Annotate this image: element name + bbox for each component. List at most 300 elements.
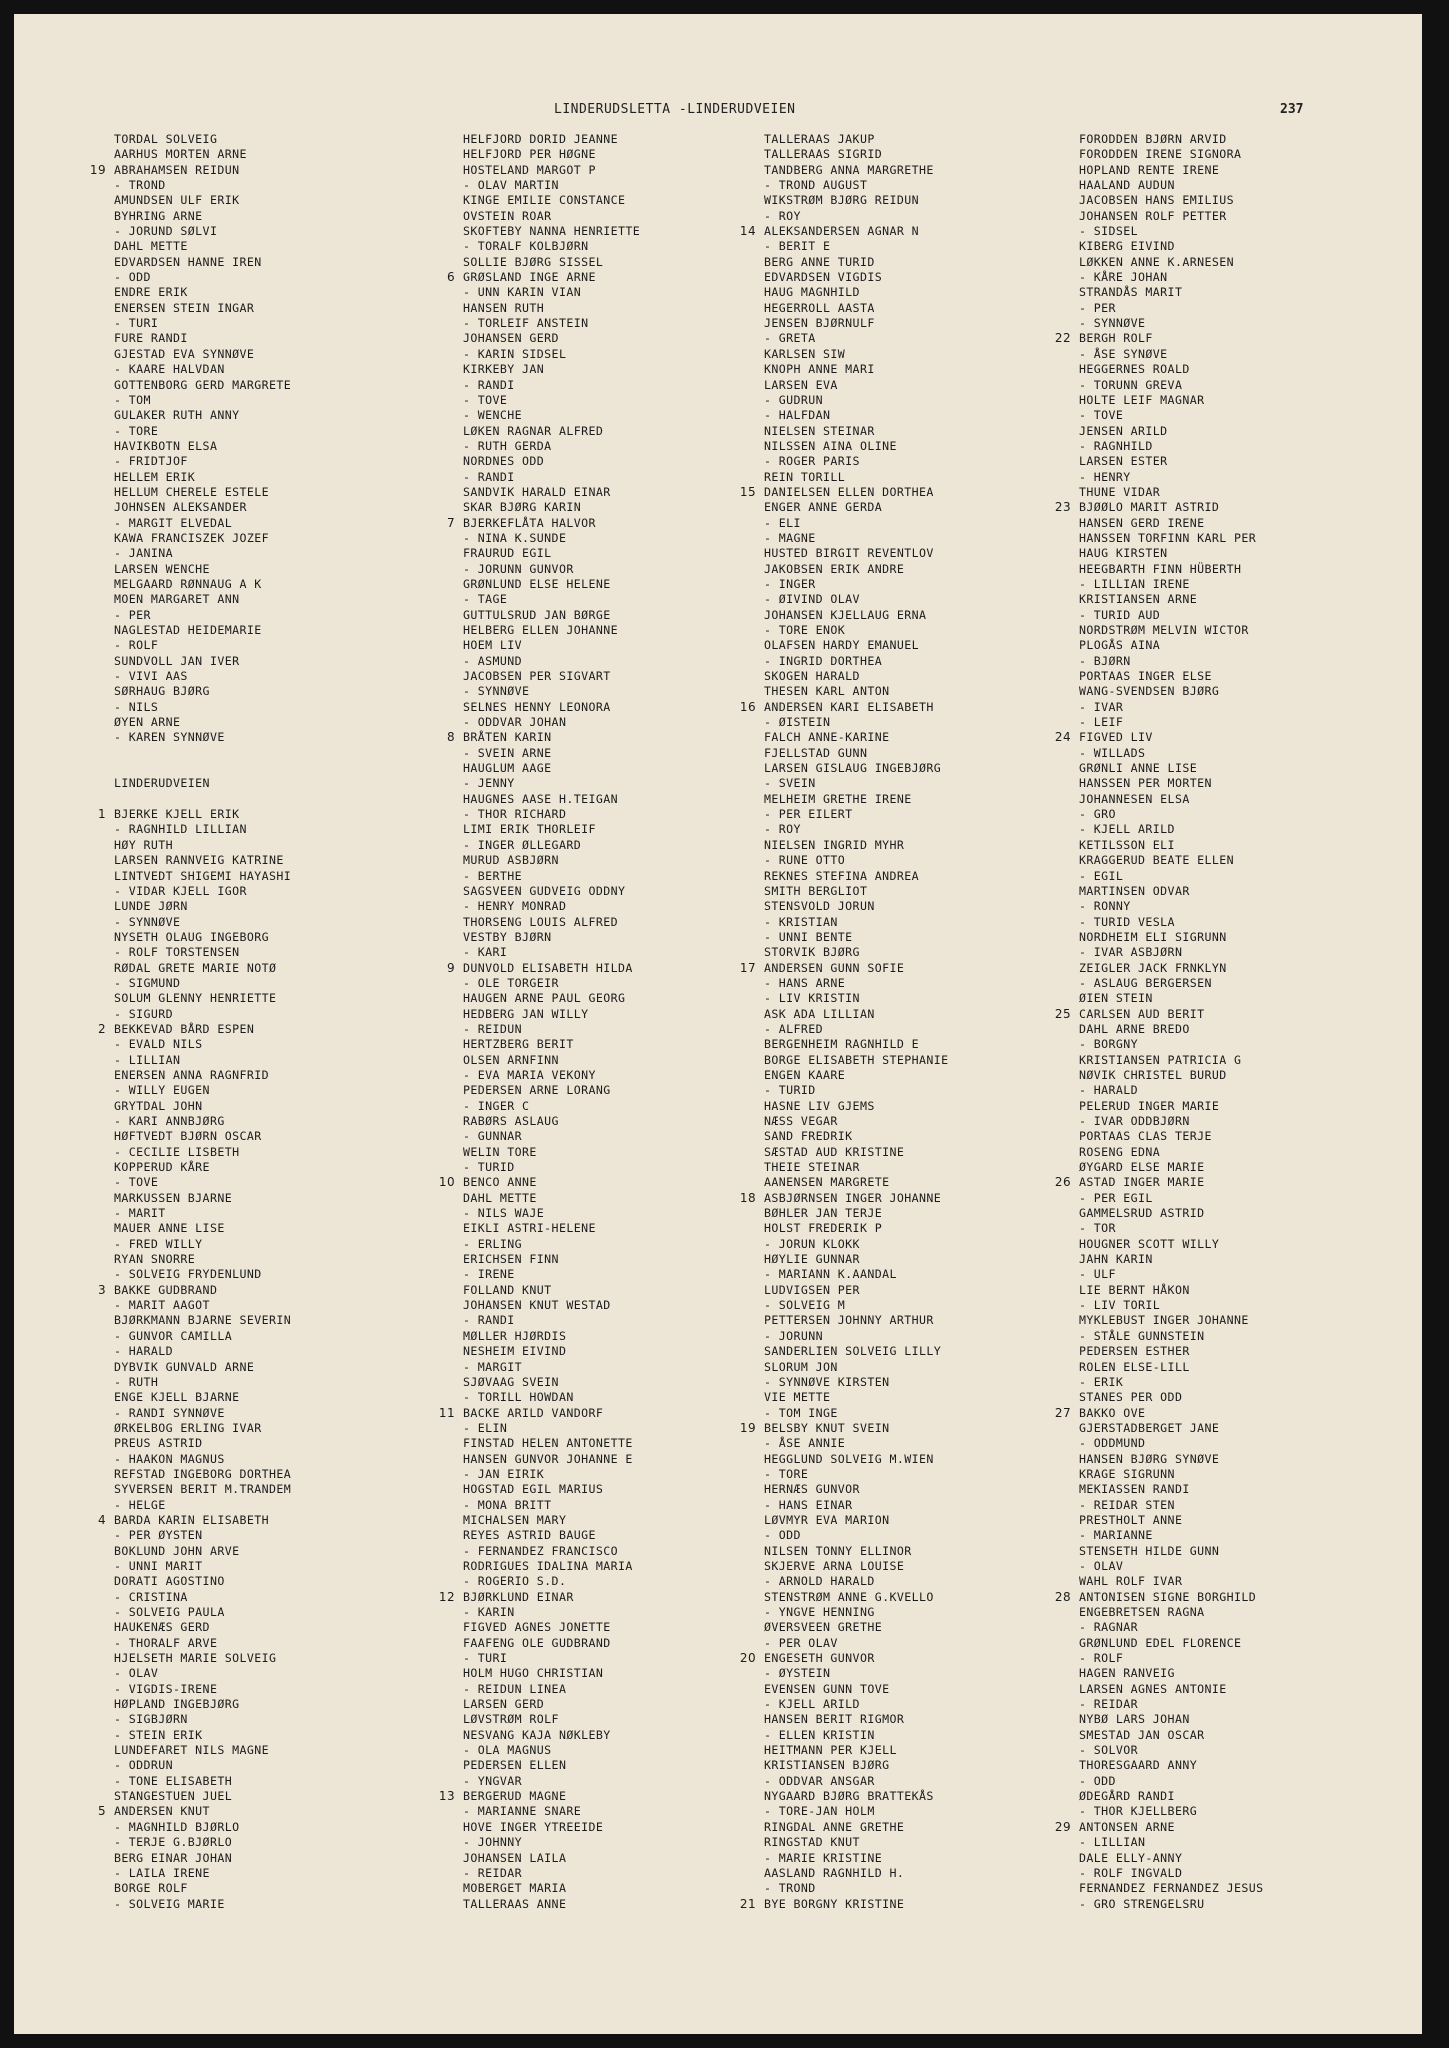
house-number: 23 (1054, 500, 1071, 515)
resident-name: EDVARDSEN HANNE IREN (114, 254, 262, 269)
directory-line (764, 470, 1064, 485)
resident-name: LARSEN GISLAUG INGEBJØRG (764, 761, 942, 776)
resident-name: ANTONISEN SIGNE BORGHILD (1079, 1589, 1257, 1604)
directory-line (764, 239, 1064, 254)
resident-name: - REIDUN LINEA (463, 1681, 567, 1696)
house-number: 1 (97, 807, 106, 822)
resident-name: - ROY (764, 208, 801, 223)
resident-name: ENGEN KAARE (764, 1067, 846, 1082)
directory-line (764, 393, 1064, 408)
directory-line (764, 1175, 1064, 1190)
resident-name: LIE BERNT HÅKON (1079, 1282, 1190, 1297)
directory-line (1079, 408, 1379, 423)
directory-line (1079, 1267, 1379, 1282)
directory-line (463, 592, 763, 607)
directory-line (463, 1160, 763, 1175)
resident-name: - SYNNØVE KIRSTEN (764, 1374, 890, 1389)
resident-name: FIGVED LIV (1079, 730, 1153, 745)
resident-name: BJØRKMANN BJARNE SEVERIN (114, 1313, 292, 1328)
directory-line (1079, 193, 1379, 208)
directory-line (764, 1728, 1064, 1743)
resident-name: - TORALF KOLBJØRN (463, 239, 589, 254)
house-number: 18 (739, 1190, 756, 1205)
resident-name: HANSSEN TORFINN KARL PER (1079, 530, 1257, 545)
directory-line (114, 577, 414, 592)
directory-line (764, 623, 1064, 638)
resident-name: NYSETH OLAUG INGEBORG (114, 929, 269, 944)
directory-line (114, 1175, 414, 1190)
resident-name: LARSEN WENCHE (114, 561, 210, 576)
directory-line (764, 1344, 1064, 1359)
directory-line (1054, 1589, 1379, 1605)
resident-name: GRYTDAL JOHN (114, 1098, 203, 1113)
directory-line (1079, 1129, 1379, 1144)
directory-line (1079, 1774, 1379, 1789)
resident-name: BELSBY KNUT SVEIN (764, 1420, 890, 1435)
resident-name: HAUGLUM AAGE (463, 761, 552, 776)
resident-name: - INGER C (463, 1098, 530, 1113)
resident-name: HELFJORD PER HØGNE (463, 147, 596, 162)
resident-name: HELLEM ERIK (114, 469, 196, 484)
directory-line (463, 224, 763, 239)
directory-line (463, 255, 763, 270)
resident-name: - TROND (114, 178, 166, 193)
resident-name: LUNDE JØRN (114, 899, 188, 914)
directory-line (463, 239, 763, 254)
resident-name: DUNVOLD ELISABETH HILDA (463, 960, 633, 975)
directory-line (1079, 577, 1379, 592)
resident-name: HØFTVEDT BJØRN OSCAR (114, 1129, 262, 1144)
directory-line (114, 347, 414, 362)
directory-line (1079, 163, 1379, 178)
resident-name: - ODD (114, 270, 151, 285)
directory-line (764, 1513, 1064, 1528)
resident-name: ENERSEN ANNA RAGNFRID (114, 1067, 269, 1082)
directory-line (463, 1283, 763, 1298)
resident-name: VESTBY BJØRN (463, 929, 552, 944)
directory-line (1079, 1053, 1379, 1068)
directory-line (114, 454, 414, 469)
resident-name: FALCH ANNE-KARINE (764, 730, 890, 745)
directory-line (764, 546, 1064, 561)
resident-name: JENSEN ARILD (1079, 423, 1168, 438)
resident-name: LØKKEN ANNE K.ARNESEN (1079, 254, 1234, 269)
resident-name: - INGRID DORTHEA (764, 653, 883, 668)
resident-name: WIKSTRØM BJØRG REIDUN (764, 193, 919, 208)
resident-name: ANTONSEN ARNE (1079, 1819, 1175, 1834)
resident-name: RØDAL GRETE MARIE NOTØ (114, 960, 277, 975)
resident-name: MARKUSSEN BJARNE (114, 1190, 233, 1205)
directory-line (764, 331, 1064, 346)
resident-name: NORDNES ODD (463, 454, 545, 469)
resident-name: - ODDVAR ANSGAR (764, 1773, 875, 1788)
directory-line (114, 1129, 414, 1144)
directory-line (463, 1007, 763, 1022)
resident-name: - ELLEN KRISTIN (764, 1727, 875, 1742)
resident-name: KRISTIANSEN ARNE (1079, 592, 1198, 607)
resident-name: - VIVI AAS (114, 669, 188, 684)
directory-line (463, 1758, 763, 1773)
resident-name: - TERJE G.BJØRLO (114, 1835, 233, 1850)
directory-line (114, 1083, 414, 1098)
directory-line (114, 546, 414, 561)
resident-name: - ARNOLD HARALD (764, 1574, 875, 1589)
directory-line (463, 454, 763, 469)
directory-line (1079, 930, 1379, 945)
directory-line (1079, 454, 1379, 469)
directory-line (446, 730, 763, 745)
resident-name: MYKLEBUST INGER JOHANNE (1079, 1313, 1249, 1328)
directory-line (463, 331, 763, 346)
directory-line (114, 608, 414, 623)
resident-name: GRØNLI ANNE LISE (1079, 761, 1198, 776)
directory-line (1079, 1636, 1379, 1651)
directory-line (1079, 1697, 1379, 1712)
resident-name: GRØNLUND EDEL FLORENCE (1079, 1635, 1242, 1650)
directory-line (764, 1221, 1064, 1236)
directory-line (1079, 362, 1379, 377)
directory-line (764, 1022, 1064, 1037)
resident-name: SYVERSEN BERIT M.TRANDEM (114, 1482, 292, 1497)
directory-line (114, 700, 414, 715)
directory-line (463, 1329, 763, 1344)
directory-line (463, 147, 763, 162)
resident-name: - NILS WAJE (463, 1206, 545, 1221)
resident-name: JOHANSEN GERD (463, 331, 559, 346)
resident-name: MELHEIM GRETHE IRENE (764, 791, 912, 806)
directory-line (463, 915, 763, 930)
directory-line (1079, 1758, 1379, 1773)
resident-name: REYES ASTRID BAUGE (463, 1528, 596, 1543)
directory-line (764, 945, 1064, 960)
resident-name: HOVE INGER YTREEIDE (463, 1819, 604, 1834)
resident-name: FAAFENG OLE GUDBRAND (463, 1635, 611, 1650)
resident-name: - OLAV (1079, 1558, 1124, 1573)
directory-line (1079, 715, 1379, 730)
column-2 (438, 132, 763, 1912)
directory-line (1079, 1513, 1379, 1528)
directory-line (1079, 301, 1379, 316)
resident-name: - SOLVEIG PAULA (114, 1605, 225, 1619)
directory-line (114, 1682, 414, 1697)
resident-name: - TURID (463, 1160, 515, 1175)
directory-line (463, 193, 763, 208)
directory-line (1079, 1221, 1379, 1236)
resident-name: BERGENHEIM RAGNHILD E (764, 1037, 919, 1052)
directory-line (764, 255, 1064, 270)
resident-name: AASLAND RAGNHILD H. (764, 1865, 905, 1880)
resident-name: HEGGERNES ROALD (1079, 362, 1190, 377)
directory-line (764, 838, 1064, 853)
resident-name: - TURID AUD (1079, 607, 1161, 622)
directory-line (764, 1099, 1064, 1114)
directory-line (764, 684, 1064, 699)
resident-name: - KÅRE JOHAN (1079, 270, 1168, 285)
directory-line (764, 209, 1064, 224)
resident-name: HOUGNER SCOTT WILLY (1079, 1236, 1220, 1251)
resident-name: - UNNI BENTE (764, 929, 853, 944)
directory-line (764, 301, 1064, 316)
resident-name: - BERTHE (463, 868, 523, 883)
directory-line (764, 1237, 1064, 1252)
resident-name: HAUG KIRSTEN (1079, 546, 1168, 561)
resident-name: HOLM HUGO CHRISTIAN (463, 1666, 604, 1681)
resident-name: ANDERSEN KARI ELISABETH (764, 699, 934, 714)
resident-name: - ROGERIO S.D. (463, 1574, 567, 1589)
directory-line (1079, 516, 1379, 531)
directory-line (463, 884, 763, 899)
resident-name: SAGSVEEN GUDVEIG ODDNY (463, 883, 626, 898)
directory-line (463, 1559, 763, 1574)
resident-name: PETTERSEN JOHNNY ARTHUR (764, 1313, 934, 1328)
resident-name: RODRIGUES IDALINA MARIA (463, 1558, 633, 1573)
resident-name: SELNES HENNY LEONORA (463, 699, 611, 714)
resident-name: - TONE ELISABETH (114, 1773, 233, 1788)
resident-name: - HENRY MONRAD (463, 899, 567, 914)
resident-name: - FERNANDEZ FRANCISCO (463, 1543, 618, 1558)
resident-name: ØRKELBOG ERLING IVAR (114, 1420, 262, 1435)
resident-name: THEIE STEINAR (764, 1160, 860, 1175)
resident-name: PLOGÅS AINA (1079, 638, 1161, 653)
resident-name: FJELLSTAD GUNN (764, 745, 868, 760)
resident-name: - JAN EIRIK (463, 1466, 545, 1481)
directory-line (764, 746, 1064, 761)
column-1 (89, 132, 414, 1912)
directory-line (114, 1237, 414, 1252)
directory-line (114, 1421, 414, 1436)
directory-line (463, 1620, 763, 1635)
resident-name: - TOR (1079, 1221, 1116, 1236)
resident-name: SKJERVE ARNA LOUISE (764, 1558, 905, 1573)
resident-name: - NINA K.SUNDE (463, 530, 567, 545)
directory-line (1079, 1360, 1379, 1375)
directory-line (114, 132, 414, 147)
directory-line (114, 1360, 414, 1375)
resident-name: GJERSTADBERGET JANE (1079, 1420, 1220, 1435)
directory-line (739, 1896, 1064, 1912)
resident-name: HERTZBERG BERIT (463, 1037, 574, 1052)
directory-line (1079, 1712, 1379, 1727)
directory-line (764, 1528, 1064, 1543)
directory-line (764, 669, 1064, 684)
resident-name: TALLERAAS SIGRID (764, 147, 883, 162)
resident-name: KOPPERUD KÅRE (114, 1160, 210, 1175)
directory-line (1079, 285, 1379, 300)
resident-name: ANDERSEN GUNN SOFIE (764, 960, 905, 975)
house-number: 11 (438, 1405, 455, 1420)
directory-line (764, 163, 1064, 178)
resident-name: ENERSEN STEIN INGAR (114, 300, 255, 315)
directory-line (114, 1758, 414, 1773)
resident-name: HAALAND AUDUN (1079, 178, 1175, 193)
directory-line (1079, 1743, 1379, 1758)
directory-line (463, 316, 763, 331)
directory-line (463, 792, 763, 807)
directory-line (114, 239, 414, 254)
directory-line (764, 1866, 1064, 1881)
directory-line (463, 1820, 763, 1835)
resident-name: HAVIKBOTN ELSA (114, 438, 218, 453)
resident-name: - KARIN SIDSEL (463, 346, 567, 361)
directory-line (114, 147, 414, 162)
resident-name: - TOVE (1079, 408, 1124, 423)
resident-name: NESHEIM EIVIND (463, 1344, 567, 1359)
house-number: 4 (97, 1512, 106, 1527)
directory-line (764, 378, 1064, 393)
directory-line (1079, 899, 1379, 914)
resident-name: PEDERSEN ELLEN (463, 1758, 567, 1773)
directory-line (1079, 1528, 1379, 1543)
resident-name: - MARIANN K.AANDAL (764, 1267, 897, 1282)
resident-name: - SOLVEIG MARIE (114, 1896, 225, 1911)
directory-line (463, 470, 763, 485)
directory-line (114, 1866, 414, 1881)
resident-name: - FRIDTJOF (114, 454, 188, 469)
resident-name: HELFJORD DORID JEANNE (463, 132, 618, 146)
resident-name: - GUDRUN (764, 392, 824, 407)
directory-line (114, 1774, 414, 1789)
resident-name: HAUGNES AASE H.TEIGAN (463, 791, 618, 806)
resident-name: JOHANSEN KJELLAUG ERNA (764, 607, 927, 622)
resident-name: - TORE (764, 1466, 809, 1481)
resident-name: - CECILIE LISBETH (114, 1144, 240, 1159)
directory-line (739, 1651, 1064, 1666)
resident-name: PRESTHOLT ANNE (1079, 1512, 1183, 1527)
house-number: 6 (446, 270, 455, 285)
resident-name: STENSVOLD JORUN (764, 899, 875, 914)
resident-name: HOPLAND RENTE IRENE (1079, 162, 1220, 177)
directory-line (1079, 1099, 1379, 1114)
directory-line (1079, 393, 1379, 408)
resident-name: HOLST FREDERIK P (764, 1221, 883, 1236)
resident-name: - ROGER PARIS (764, 454, 860, 469)
resident-name: GULAKER RUTH ANNY (114, 408, 240, 423)
resident-name: - PER EILERT (764, 807, 853, 822)
house-number: 29 (1054, 1819, 1071, 1834)
resident-name: GRØNLUND ELSE HELENE (463, 576, 611, 591)
resident-name: RINGSTAD KNUT (764, 1835, 860, 1850)
directory-line (114, 1436, 414, 1451)
resident-name: JOHNSEN ALEKSANDER (114, 500, 247, 515)
directory-line (764, 1544, 1064, 1559)
directory-line (1079, 592, 1379, 607)
resident-name: - SIGURD (114, 1006, 174, 1021)
resident-name: - MARIANNE (1079, 1528, 1153, 1543)
resident-name: ØYEN ARNE (114, 715, 181, 730)
directory-line (114, 1835, 414, 1850)
resident-name: - IVAR ODDBJØRN (1079, 1114, 1190, 1128)
resident-name: STANES PER ODD (1079, 1390, 1183, 1405)
resident-name: - ERLING (463, 1236, 523, 1251)
directory-line (1079, 132, 1379, 147)
resident-name: - RAGNHILD (1079, 438, 1153, 453)
directory-line (1079, 347, 1379, 362)
resident-name: STANGESTUEN JUEL (114, 1789, 233, 1804)
directory-line (463, 1897, 763, 1912)
directory-line (1079, 1651, 1379, 1666)
resident-name: - ODD (764, 1528, 801, 1543)
directory-line (114, 1160, 414, 1175)
directory-line (1079, 700, 1379, 715)
resident-name: - TOM INGE (764, 1405, 838, 1420)
directory-line (1079, 746, 1379, 761)
directory-line (1079, 1252, 1379, 1267)
directory-line (764, 654, 1064, 669)
directory-line (114, 1712, 414, 1727)
directory-line (1079, 485, 1379, 500)
resident-name: - HALFDAN (764, 408, 831, 423)
resident-name: - LIV KRISTIN (764, 991, 860, 1006)
resident-name: - JOHNNY (463, 1835, 523, 1850)
resident-name: - KAREN SYNNØVE (114, 730, 225, 745)
resident-name: PEDERSEN ESTHER (1079, 1344, 1190, 1359)
resident-name: - SVEIN (764, 776, 816, 791)
house-number: 19 (739, 1420, 756, 1435)
resident-name: - KJELL ARILD (1079, 822, 1175, 837)
resident-name: STENSETH HILDE GUNN (1079, 1543, 1220, 1558)
resident-name: BORGE ELISABETH STEPHANIE (764, 1052, 949, 1067)
resident-name: KIBERG EIVIND (1079, 239, 1175, 254)
resident-name: KRAGGERUD BEATE ELLEN (1079, 853, 1234, 868)
directory-line (1079, 884, 1379, 899)
directory-line (764, 1406, 1064, 1421)
resident-name: LARSEN EVA (764, 377, 838, 392)
directory-line (1079, 1022, 1379, 1037)
resident-name: - SIGMUND (114, 975, 181, 990)
resident-name: - TORILL HOWDAN (463, 1390, 574, 1405)
directory-line (764, 1774, 1064, 1789)
directory-line (114, 1298, 414, 1313)
directory-line (1079, 1666, 1379, 1681)
directory-line (764, 1313, 1064, 1328)
directory-line (764, 1375, 1064, 1390)
directory-line (463, 669, 763, 684)
directory-line (1079, 1237, 1379, 1252)
resident-name: SØRHAUG BJØRG (114, 684, 210, 699)
directory-line (1079, 1620, 1379, 1635)
directory-line (1079, 546, 1379, 561)
directory-line (463, 638, 763, 653)
resident-name: - ØYSTEIN (764, 1666, 831, 1681)
house-number: 12 (438, 1589, 455, 1604)
directory-line (463, 1697, 763, 1712)
directory-line (438, 1789, 763, 1804)
resident-name: - ODDVAR JOHAN (463, 715, 567, 730)
directory-line (114, 1406, 414, 1421)
resident-name: - VIGDIS-IRENE (114, 1681, 218, 1696)
resident-name: HAUGEN ARNE PAUL GEORG (463, 991, 626, 1006)
directory-line (463, 1528, 763, 1543)
directory-line (1079, 669, 1379, 684)
resident-name: SANDERLIEN SOLVEIG LILLY (764, 1344, 942, 1359)
resident-name: RINGDAL ANNE GRETHE (764, 1819, 905, 1834)
resident-name: DAHL METTE (463, 1190, 537, 1205)
directory-line (463, 546, 763, 561)
resident-name: BEKKEVAD BÅRD ESPEN (114, 1021, 255, 1036)
directory-line (764, 1160, 1064, 1175)
resident-name: SKAR BJØRG KARIN (463, 500, 582, 515)
resident-name: - MAGNHILD BJØRLO (114, 1819, 240, 1834)
directory-line (739, 699, 1064, 715)
directory-line (764, 761, 1064, 776)
directory-line (1079, 1421, 1379, 1436)
resident-name: - HENRY (1079, 469, 1131, 484)
directory-line (114, 1344, 414, 1359)
directory-line (463, 485, 763, 500)
resident-name: - RANDI (463, 377, 515, 392)
resident-name: - STEIN ERIK (114, 1727, 203, 1742)
directory-line (463, 163, 763, 178)
